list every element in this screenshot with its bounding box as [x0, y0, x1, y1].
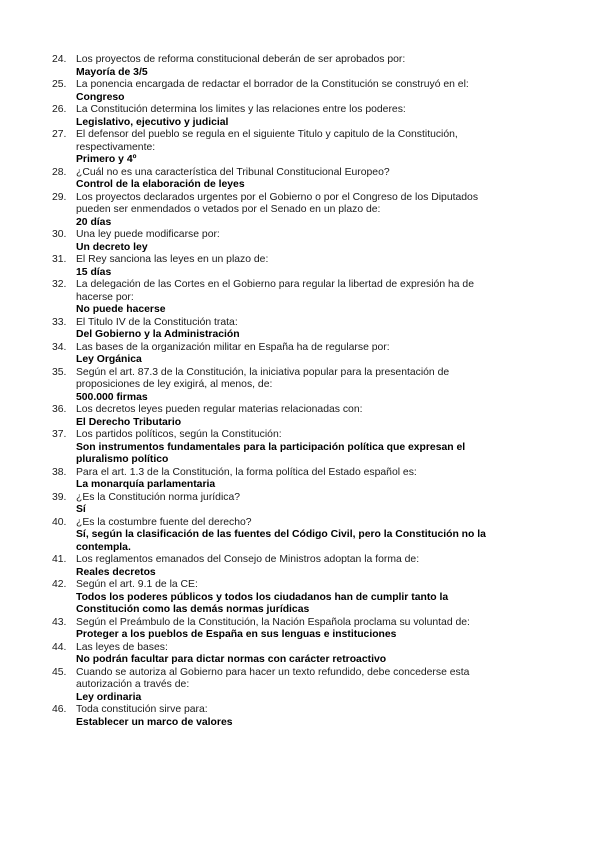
list-item	[0, 104, 599, 129]
list-item	[0, 579, 599, 617]
list-item	[0, 404, 599, 429]
item-number: 33.	[52, 316, 67, 328]
answer-text: No podrán facultar para dictar normas con carácter retroactivo	[76, 654, 387, 665]
list-item	[0, 367, 599, 405]
list-item	[0, 167, 599, 192]
list-item	[0, 192, 599, 230]
item-number: 36.	[52, 404, 67, 415]
item-number: 31.	[52, 254, 67, 265]
list-item	[0, 54, 599, 79]
list-item	[0, 229, 599, 254]
answer-text: Ley Orgánica	[76, 354, 142, 365]
answer-text: Sí, según la clasificación de las fuentes del Código Civil, pero la Constitución no la contempla.	[76, 529, 486, 553]
question-text: La Constitución determina los limites y las relaciones entre los poderes:	[76, 104, 406, 115]
item-number: 32.	[52, 279, 67, 290]
item-number: 46.	[52, 704, 67, 715]
item-number: 42.	[52, 579, 67, 590]
item-number: 39.	[52, 491, 67, 503]
question-text: Los reglamentos emanados del Consejo de Ministros adoptan la forma de:	[76, 554, 420, 565]
item-number: 45.	[52, 666, 67, 678]
answer-text: Establecer un marco de valores	[76, 716, 233, 728]
question-text: Las bases de la organización militar en España ha de regularse por:	[76, 341, 390, 353]
list-item	[0, 642, 599, 667]
list-item	[0, 342, 599, 367]
answer-text: 20 días	[76, 216, 112, 228]
list-item	[0, 129, 599, 167]
answer-text: No puede hacerse	[76, 304, 166, 315]
item-number: 34.	[52, 341, 67, 353]
item-number: 35.	[52, 366, 67, 378]
item-number: 40.	[52, 516, 67, 528]
answer-text: Sí	[76, 504, 86, 515]
question-text: Según el Preámbulo de la Constitución, la Nación Española proclama su voluntad de:	[76, 616, 470, 628]
question-text: Los proyectos declarados urgentes por el Gobierno o por el Congreso de los Diputados pueden ser enmendados o vetados por el Senado en un plazo de:	[76, 191, 479, 215]
list-item	[0, 317, 599, 342]
question-text: ¿Cuál no es una característica del Tribunal Constitucional Europeo?	[76, 166, 390, 178]
question-text: Las leyes de bases:	[76, 641, 168, 653]
list-item	[0, 554, 599, 579]
list-item	[0, 667, 599, 705]
answer-text: Son instrumentos fundamentales para la participación política que expresan el pluralismo político	[76, 441, 466, 465]
item-number: 30.	[52, 229, 67, 240]
answer-text: El Derecho Tributario	[76, 416, 182, 428]
answer-text: Legislativo, ejecutivo y judicial	[76, 116, 229, 128]
question-text: El Titulo IV de la Constitución trata:	[76, 316, 238, 328]
question-text: La delegación de las Cortes en el Gobierno para regular la libertad de expresión ha de hacerse por:	[76, 279, 474, 303]
item-number: 25.	[52, 79, 67, 90]
list-item	[0, 704, 599, 729]
question-text: Para el art. 1.3 de la Constitución, la forma política del Estado español es:	[76, 466, 417, 478]
list-item	[0, 617, 599, 642]
item-number: 38.	[52, 466, 67, 478]
answer-text: Reales decretos	[76, 566, 156, 578]
question-text: Cuando se autoriza al Gobierno para hacer un texto refundido, debe concederse esta autorización a través de:	[76, 666, 470, 690]
question-text: Según el art. 9.1 de la CE:	[76, 579, 198, 590]
question-text: ¿Es la costumbre fuente del derecho?	[76, 516, 252, 528]
question-text: ¿Es la Constitución norma jurídica?	[76, 491, 241, 503]
answer-text: Ley ordinaria	[76, 691, 142, 703]
list-item	[0, 79, 599, 104]
item-number: 27.	[52, 129, 67, 140]
item-number: 43.	[52, 616, 67, 628]
answer-text: Un decreto ley	[76, 241, 148, 253]
list-item	[0, 429, 599, 467]
item-number: 29.	[52, 191, 67, 203]
list-item	[0, 254, 599, 279]
answer-text: Mayoría de 3/5	[76, 66, 148, 78]
answer-text: 15 días	[76, 266, 112, 278]
item-number: 41.	[52, 554, 67, 565]
answer-text: 500.000 firmas	[76, 391, 148, 403]
answer-text: Control de la elaboración de leyes	[76, 179, 245, 190]
list-item	[0, 517, 599, 555]
list-item	[0, 279, 599, 317]
list-item	[0, 492, 599, 517]
answer-text: Todos los poderes públicos y todos los ciudadanos han de cumplir tanto la Constitución como las demás normas jurídicas	[76, 591, 449, 615]
question-text: Los proyectos de reforma constitucional deberán de ser aprobados por:	[76, 54, 406, 65]
question-text: Según el art. 87.3 de la Constitución, la iniciativa popular para la presentación de proposiciones de ley exigirá, al menos, de:	[76, 366, 450, 390]
item-number: 37.	[52, 429, 67, 440]
question-text: Los partidos políticos, según la Constitución:	[76, 429, 282, 440]
question-text: Una ley puede modificarse por:	[76, 229, 220, 240]
item-number: 24.	[52, 54, 67, 65]
question-text: Los decretos leyes pueden regular materias relacionadas con:	[76, 404, 363, 415]
answer-text: Del Gobierno y la Administración	[76, 329, 240, 340]
item-number: 28.	[52, 166, 67, 178]
answer-text: La monarquía parlamentaria	[76, 479, 216, 490]
question-text: El defensor del pueblo se regula en el siguiente Titulo y capitulo de la Constitución, respectivamente:	[76, 129, 458, 153]
question-list	[0, 54, 599, 729]
question-text: Toda constitución sirve para:	[76, 704, 208, 715]
answer-text: Congreso	[76, 91, 125, 103]
item-number: 26.	[52, 104, 67, 115]
list-item	[0, 467, 599, 492]
question-text: La ponencia encargada de redactar el borrador de la Constitución se construyó en el:	[76, 79, 469, 90]
answer-text: Primero y 4º	[76, 154, 137, 165]
answer-text: Proteger a los pueblos de España en sus lenguas e instituciones	[76, 629, 397, 640]
item-number: 44.	[52, 641, 67, 653]
question-text: El Rey sanciona las leyes en un plazo de:	[76, 254, 269, 265]
